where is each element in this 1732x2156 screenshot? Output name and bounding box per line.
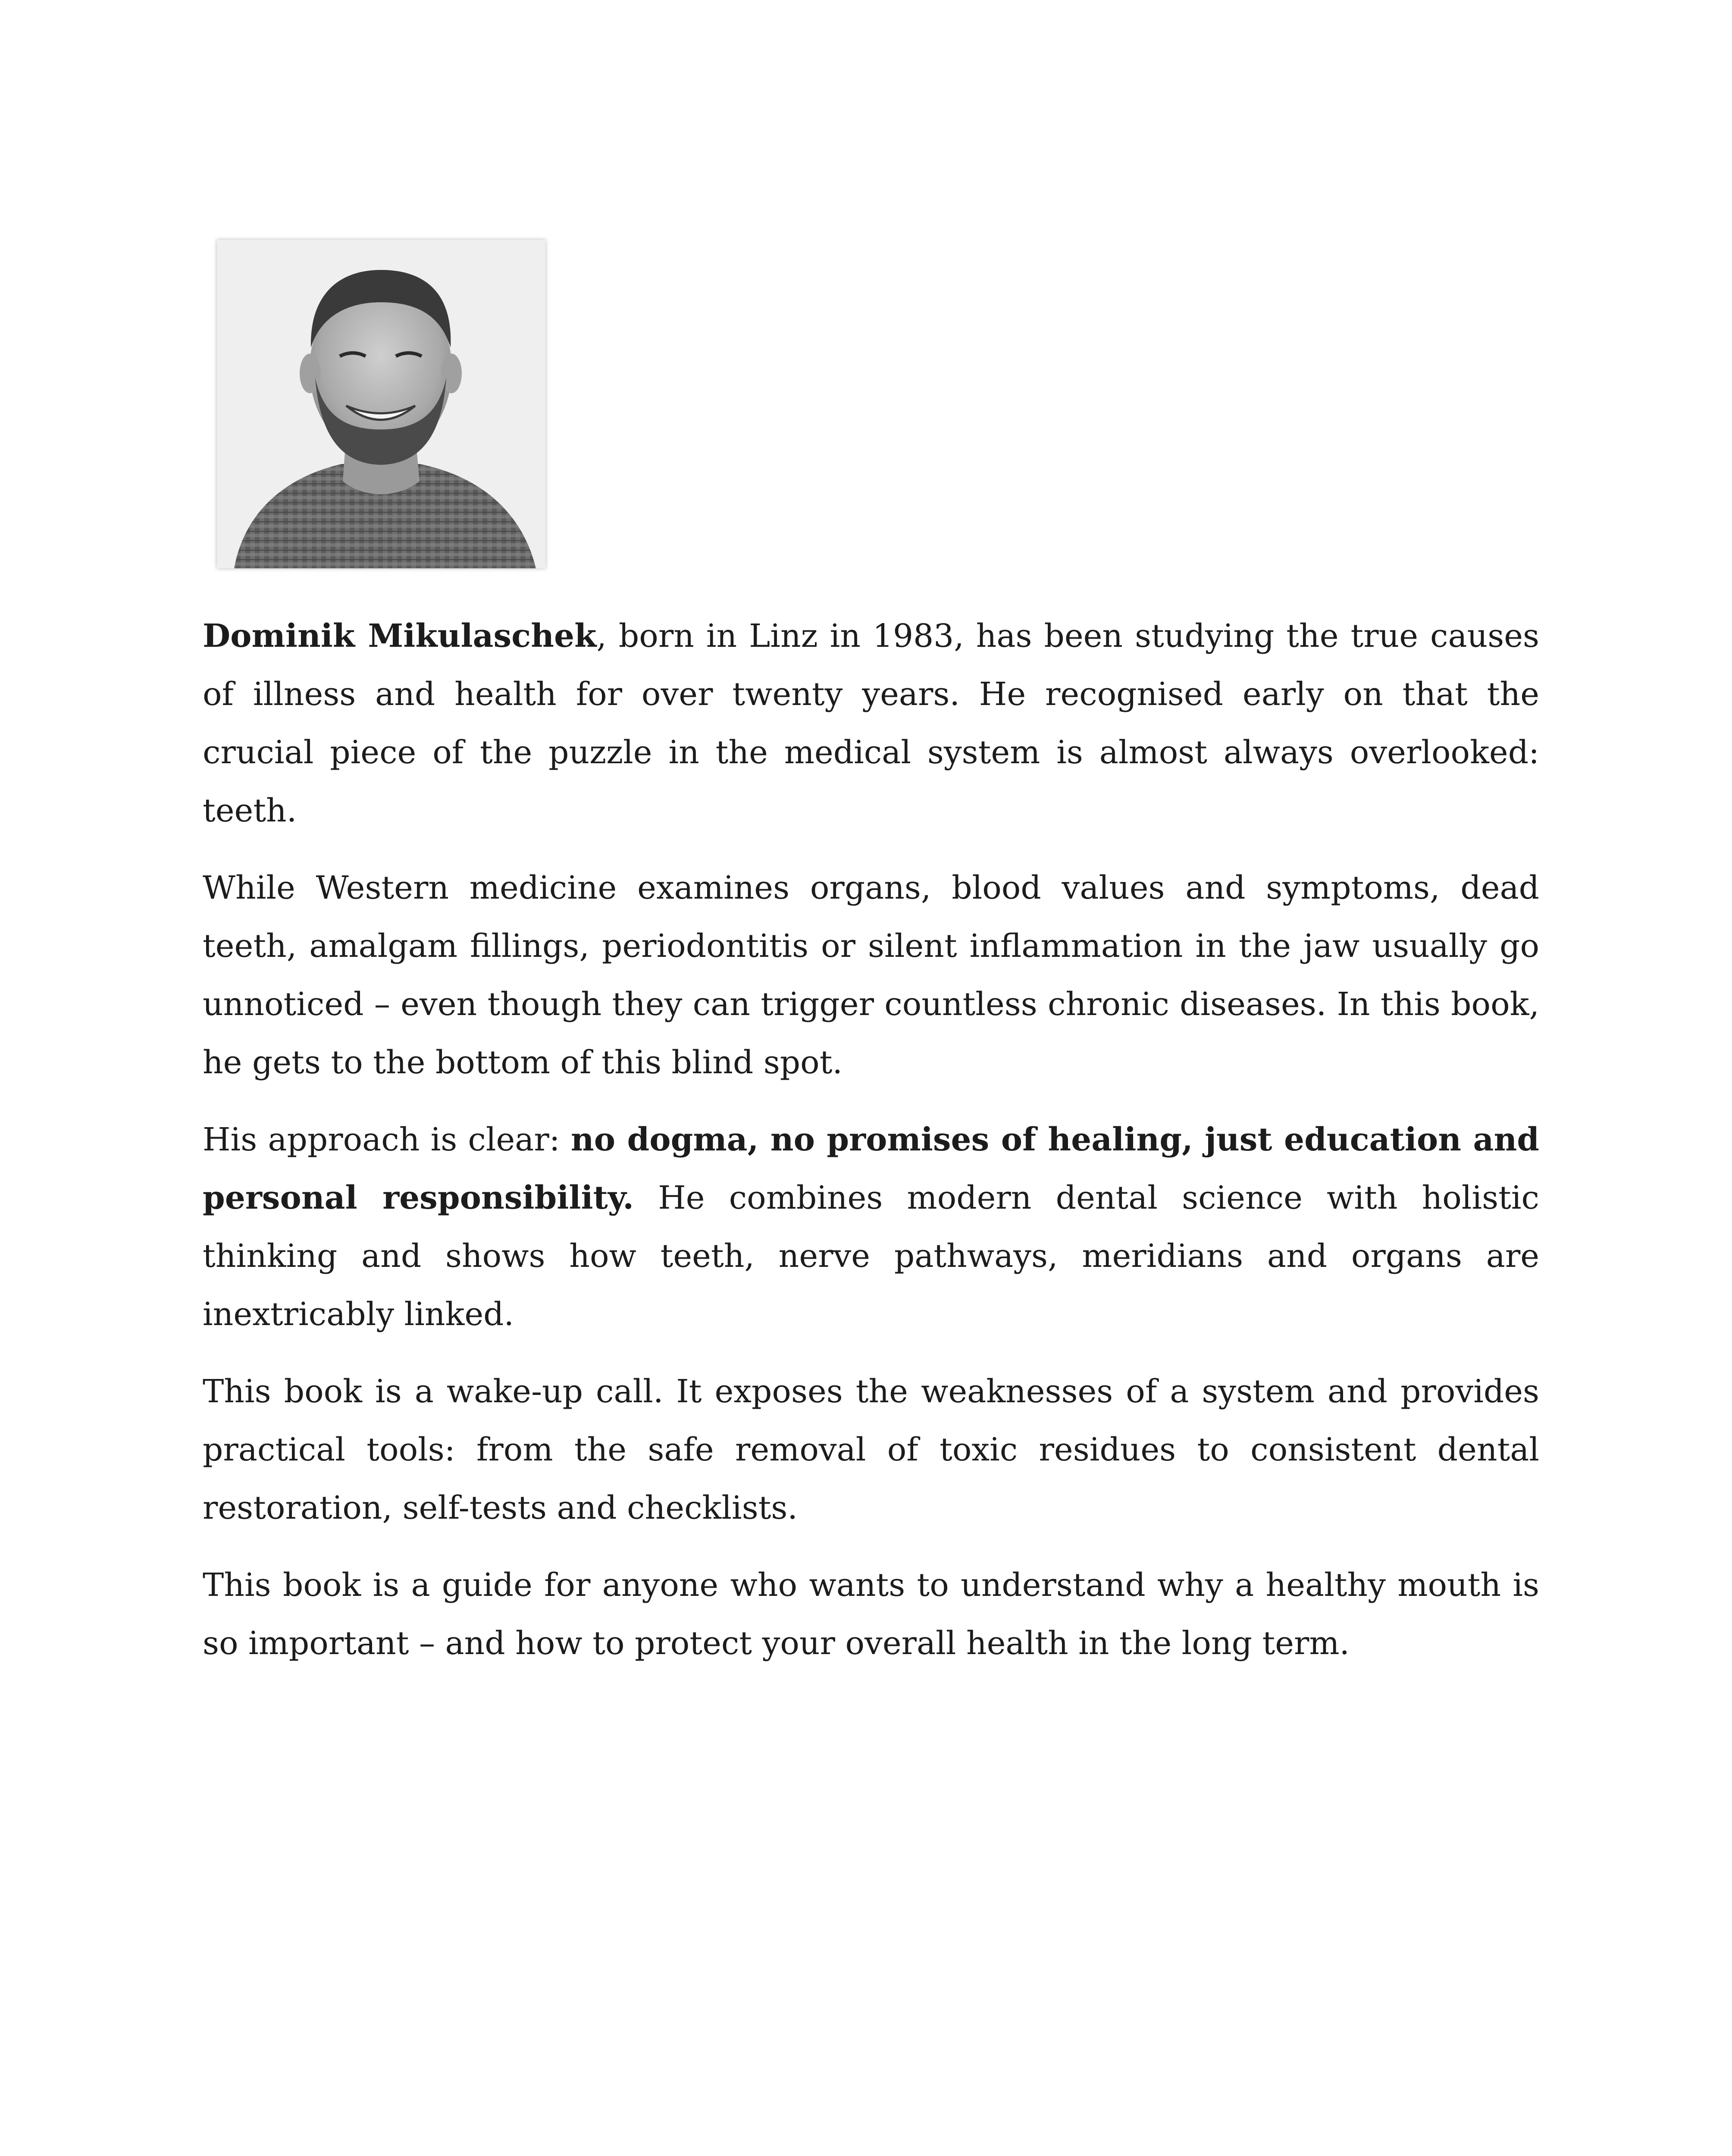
bio-paragraph-wakeup	[203, 1363, 1539, 1537]
approach-bold-text: no dogma, no promises of healing, just education and personal responsibility.	[203, 1121, 1539, 1216]
approach-text-after: He combines modern dental science with holistic thinking and shows how teeth, nerve pathways, meridians and organs are inextricably linked.	[203, 1179, 1539, 1333]
medicine-text: While Western medicine examines organs, blood values and symptoms, dead teeth, amalgam fillings, periodontitis or silent inflammation in the jaw usually go unnoticed – even though they can trigger countless chronic diseases. In this book, he gets to the bottom of this blind spot.	[203, 869, 1539, 1081]
approach-text-before: His approach is clear:	[203, 1121, 571, 1158]
bio-paragraph-intro	[203, 607, 1539, 840]
author-portrait-icon	[217, 240, 545, 568]
author-name: Dominik Mikulaschek	[203, 617, 597, 655]
intro-text: , born in Linz in 1983, has been studying the true causes of illness and health for over twenty years. He recognised early on that the crucial piece of the puzzle in the medical system is almost always overlooked: teeth.	[203, 617, 1539, 829]
bio-paragraph-medicine	[203, 859, 1539, 1092]
bio-paragraph-approach	[203, 1111, 1539, 1344]
author-bio	[203, 607, 1539, 1692]
wakeup-text: This book is a wake-up call. It exposes the weaknesses of a system and provides practical tools: from the safe removal of toxic residues to consistent dental restoration, self-tests and checklists.	[203, 1373, 1539, 1526]
bio-paragraph-guide	[203, 1556, 1539, 1673]
guide-text: This book is a guide for anyone who wants to understand why a healthy mouth is so important – and how to protect your overall health in the long term.	[203, 1567, 1539, 1662]
author-photo	[217, 240, 545, 568]
